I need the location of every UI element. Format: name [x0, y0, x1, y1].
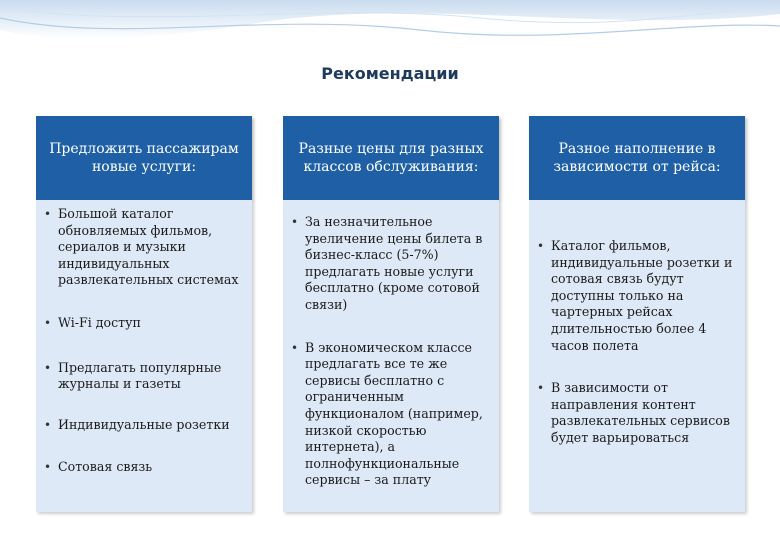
column-header	[283, 116, 499, 200]
column-header-text: Предложить пассажирам новые услуги:	[49, 141, 239, 175]
decorative-waves	[0, 0, 780, 70]
list-item: • Wi-Fi доступ	[36, 315, 252, 332]
list-item: • Каталог фильмов, индивидуальные розетки и сотовая связь будут доступны только на чартерных рейсах длительностью более 4 часов полета	[529, 238, 745, 354]
bullet-list	[529, 238, 745, 447]
column-header	[36, 116, 252, 200]
list-item: • Сотовая связь	[36, 459, 252, 476]
list-item: • Предлагать популярные журналы и газеты	[36, 360, 252, 393]
column-body	[283, 200, 499, 512]
column-header-text: Разное наполнение в зависимости от рейса:	[553, 141, 721, 175]
bullet-list	[283, 214, 499, 489]
column-body	[529, 200, 745, 512]
column-flight-content	[529, 116, 745, 512]
column-new-services	[36, 116, 252, 512]
column-header	[529, 116, 745, 200]
page-title: Рекомендации	[321, 64, 459, 83]
list-item: • В зависимости от направления контент развлекательных сервисов будет варьироваться	[529, 380, 745, 446]
column-header-text: Разные цены для разных классов обслуживания:	[298, 141, 484, 175]
list-item: • Большой каталог обновляемых фильмов, сериалов и музыки индивидуальных развлекательных системах	[36, 206, 252, 289]
list-item: • Индивидуальные розетки	[36, 417, 252, 434]
list-item: • В экономическом классе предлагать все те же сервисы бесплатно с ограниченным функционалом (например, низкой скоростью интернета), а полнофункциональные сервисы – за плату	[283, 340, 499, 489]
column-body	[36, 200, 252, 512]
bullet-list	[36, 206, 252, 476]
list-item: • За незначительное увеличение цены билета в бизнес-класс (5-7%) предлагать новые услуги бесплатно (кроме сотовой связи)	[283, 214, 499, 314]
column-class-prices	[283, 116, 499, 512]
